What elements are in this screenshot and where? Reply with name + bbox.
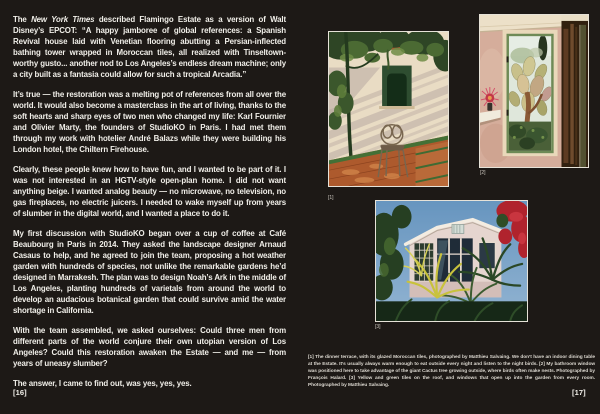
page-number-right: [17] [572, 388, 586, 397]
house-photo-illustration [376, 201, 527, 321]
paragraph: The answer, I came to find out, was yes, yes, yes. [13, 379, 192, 388]
paragraph-intro [13, 14, 286, 80]
page-number-left: [16] [13, 388, 27, 397]
figure-1-label: [1] [328, 195, 334, 201]
paragraph: Clearly, these people knew how to have fun, and I wanted to be part of it. I was not interested in an HGTV-style open-plan home. I did not want anything beige. I wanted analog beauty — no microwave, no television, no gas fireplaces, no electric juicers. I needed to wake myself up from years of slumber in the digital world, and I wanted a place to do it. [13, 165, 286, 218]
intro-italic-title: New York Times [31, 15, 95, 24]
bathroom-window-illustration [480, 15, 588, 167]
paragraph: My first discussion with StudioKO began over a cup of coffee at Café Beaubourg in Paris in 2014. They asked the landscape designer Arnaud Casaus to help, and he agreed to join the team, proposing a hot weather garden with hundreds of species, not unlike the remarkable gardens he’d designed in Marrakesh. The plan was to design Noah’s Ark in the middle of Los Angeles, planting hundreds of varietals from around the world to develop an audacious botanical garden that could survive amid the water shortage in California. [13, 229, 286, 315]
figure-3-label: [3] [375, 324, 381, 330]
body-text-column [13, 14, 286, 398]
paragraph: It’s true — the restoration was a melting pot of references from all over the world. It would also become a masterclass in the art of living, thanks to the soft hearts and sharp eyes of two men who changed my life: Karl Fournier and Olivier Marty, the founders of StudioKO in Paris. I had met them through my work with hotelier André Balazs while they were building his London hotel, the Chiltern Firehouse. [13, 90, 286, 154]
figure-2-label: [2] [480, 170, 486, 176]
intro-prefix: The [13, 15, 32, 24]
terrace-photo [328, 31, 449, 187]
terrace-photo-illustration [329, 32, 448, 186]
house-photo [375, 200, 528, 322]
paragraph: With the team assembled, we asked ourselves: Could three men from different parts of the world conjure their own utopian version of Los Angeles? Could this restoration awaken the Estate — and me — from years of uneasy slumber? [13, 326, 286, 368]
intro-rest: described Flamingo Estate as a version of Walt Disney’s EPCOT: “A happy jamboree of global references: a Spanish Revival house laid with Venetian flooring abutting a Persian-inflected bathing tower wrapped in Moroccan tiles, all realized with Tinseltown-worthy gusto... another nod to Los Angeles’s endless dream machine; only a city built as a fantasia could allow for such a tropical Arcadia.” [13, 15, 286, 79]
bathroom-window-photo [479, 14, 589, 168]
figure-caption: [1] The dinner terrace, with its glazed Moroccan tiles, photographed by Matthieu Salvaing. We don’t have an indoor dining table at the Estate. It’s usually always warm enough to eat outside every night and listen to the night birds. [2] My bathroom window was positioned here to take advantage of the giant Cactus tree growing outside, where birds often make nests. Photographed by François Halard. [3] Yellow and green tiles on the roof, and windows that open up into the garden from every room. Photographed by Matthieu Salvaing. [308, 355, 595, 388]
